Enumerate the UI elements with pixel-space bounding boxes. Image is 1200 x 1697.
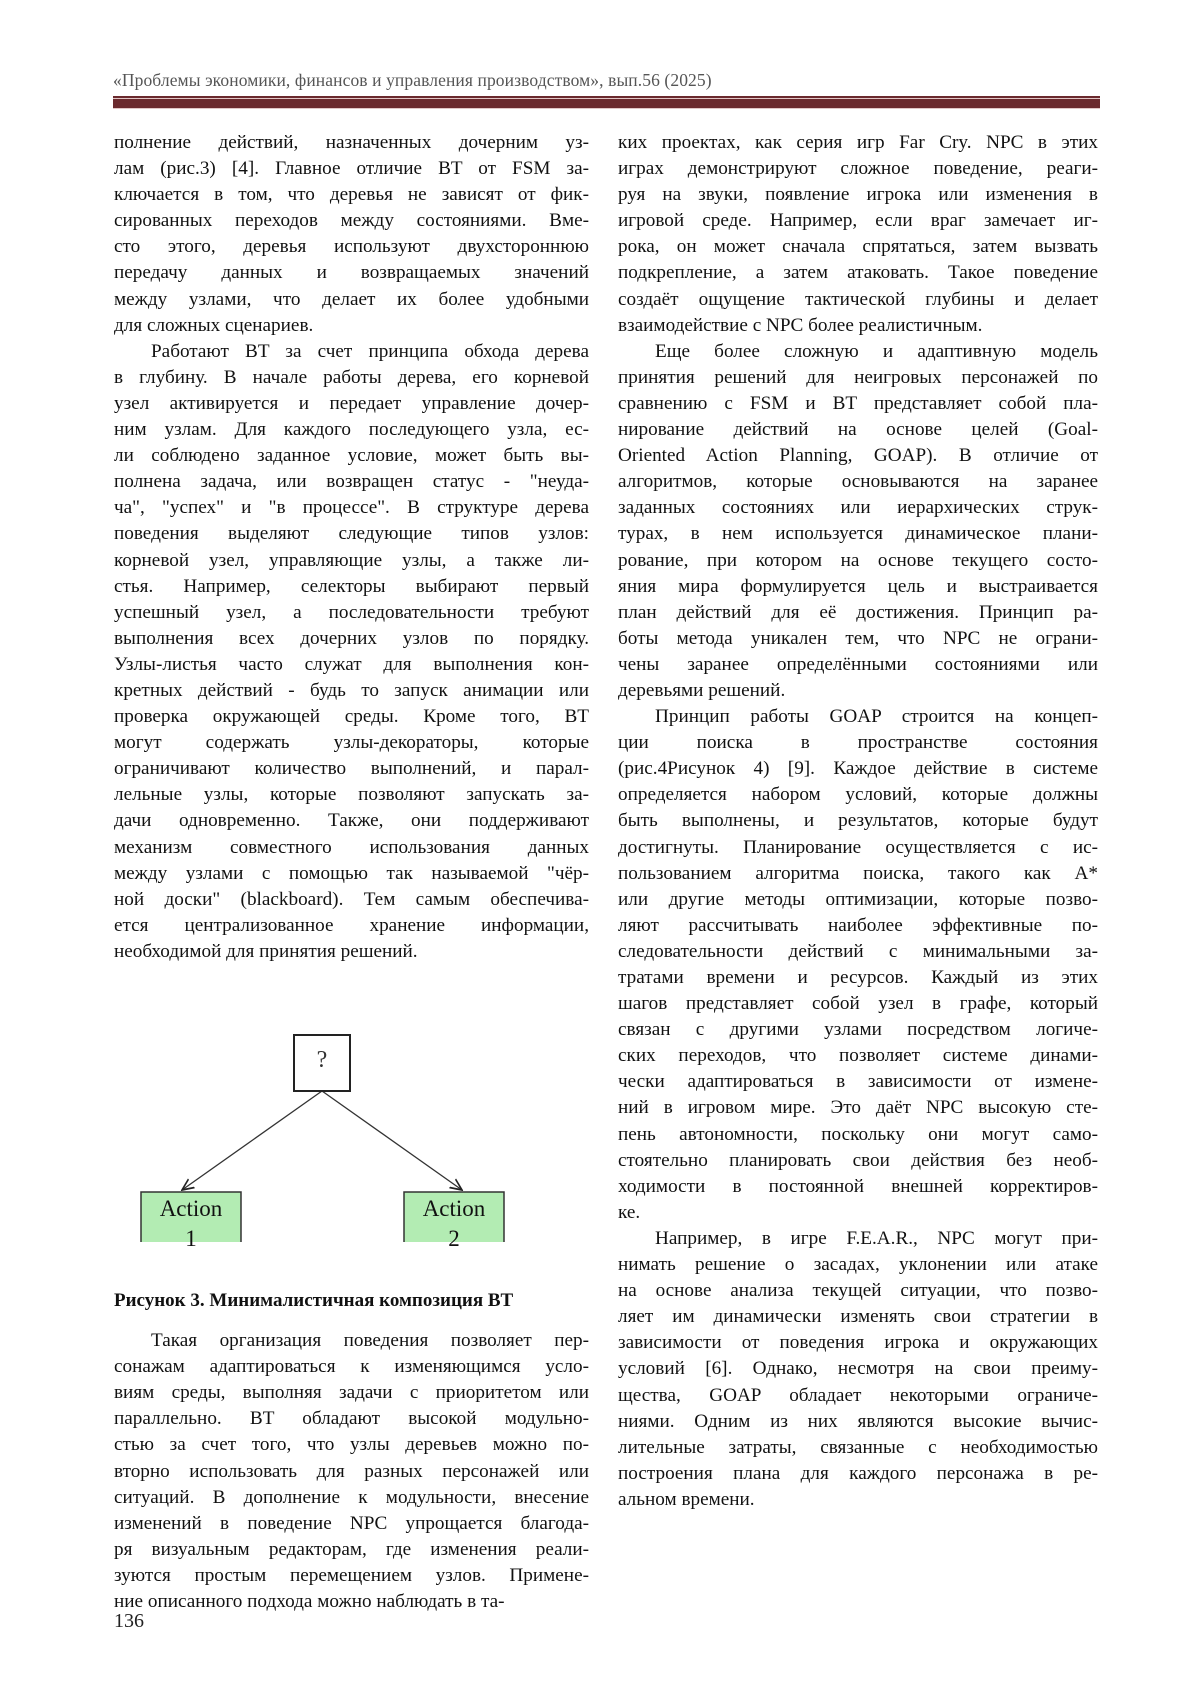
text-line: ли соблюдено заданное условие, может быть вы-: [114, 445, 589, 467]
text-line: ких проектах, как серия игр Far Cry. NPC в этих: [618, 132, 1098, 153]
text-line: поведения выделяют следующие типов узлов:: [114, 523, 589, 545]
paragraph: [114, 130, 589, 339]
text-line: виям среды, выполняя задачи с приоритетом или: [114, 1382, 589, 1404]
text-line: рока, он может сначала спрятаться, затем вызвать: [618, 236, 1098, 258]
text-line: рование, при котором на основе текущего состо-: [618, 549, 1098, 571]
text-line: ется централизованное хранение информации,: [114, 914, 589, 936]
action-node-2-label: Action 2: [422, 1196, 486, 1251]
text-line: Узлы-листья часто служат для выполнения кон-: [114, 653, 589, 675]
text-line: выполнения всех дочерних узлов по порядку.: [114, 627, 589, 649]
text-line: сированных переходов между состояниями. Вме-: [114, 210, 589, 232]
text-line: пользованием алгоритма поиска, такого как A*: [618, 862, 1098, 884]
paragraph: [618, 1226, 1098, 1513]
text-line: заданных состояниях или иерархических струк-: [618, 497, 1098, 519]
text-line: ляют рассчитывать наиболее эффективные по-: [618, 914, 1098, 936]
text-line: кретных действий - будь то запуск анимации или: [114, 679, 589, 701]
right-column: [618, 130, 1098, 1513]
text-line: ских переходов, что позволяет системе динами-: [618, 1045, 1098, 1067]
paragraph: [618, 130, 1098, 339]
figure-bt-diagram: [114, 977, 589, 1251]
text-line: зуются простым перемещением узлов. Примене-: [114, 1564, 589, 1586]
text-line: между узлами, что делает их более удобными: [114, 288, 589, 310]
text-line: сто этого, деревья используют двухстороннюю: [114, 236, 589, 258]
running-header: «Проблемы экономики, финансов и управления производством», вып.56 (2025): [113, 70, 712, 90]
text-line: игровой среде. Например, если враг замечает иг-: [618, 210, 1098, 232]
text-line: боты метода уникален тем, что NPC не ограни-: [618, 627, 1098, 649]
text-line: для сложных сценариев.: [114, 314, 314, 336]
text-line: (рис.4Рисунок 4) [9]. Каждое действие в системе: [618, 758, 1098, 780]
text-line: шагов представляет собой узел в графе, который: [618, 993, 1098, 1015]
text-line: ляет им динамически изменять свои стратегии в: [618, 1306, 1098, 1328]
text-line: лительные затраты, связанные с необходимостью: [618, 1436, 1098, 1458]
text-line: вторно использовать для разных персонажей или: [114, 1460, 589, 1482]
text-line: деревьями решений.: [618, 679, 786, 701]
header-rule: [113, 98, 1100, 109]
text-line: Еще более сложную и адаптивную модель: [655, 340, 1098, 362]
text-line: полнена задача, или возвращен статус - "неуда-: [114, 471, 589, 493]
text-line: ключается в том, что деревья не зависят от фик-: [114, 184, 589, 206]
text-line: Принцип работы GOAP строится на концеп-: [655, 706, 1098, 728]
text-line: создаёт ощущение тактической глубины и делает: [618, 288, 1098, 310]
text-line: ке.: [618, 1201, 641, 1223]
paragraph: [114, 1328, 589, 1615]
text-line: ситуаций. В дополнение к модульности, внесение: [114, 1486, 589, 1508]
text-line: зависимости от поведения игрока и окружающих: [618, 1332, 1098, 1354]
text-line: стоятельно планировать свои действия без необ-: [618, 1149, 1098, 1171]
text-line: следовательности действий с минимальными за-: [618, 940, 1098, 962]
text-line: узел активируется и передает управление дочер-: [114, 392, 589, 414]
text-line: лам (рис.3) [4]. Главное отличие BT от FSM за-: [114, 158, 589, 180]
text-line: Такая организация поведения позволяет пер-: [151, 1330, 589, 1352]
left-column: [114, 130, 589, 1615]
text-line: дачи одновременно. Также, они поддерживают: [114, 810, 589, 832]
text-line: построения плана для каждого персонажа в ре-: [618, 1462, 1098, 1484]
text-line: связан с другими узлами посредством логиче-: [618, 1019, 1098, 1041]
text-line: тратами времени и ресурсов. Каждый из этих: [618, 967, 1098, 988]
text-line: определяется набором условий, которые должны: [618, 784, 1098, 806]
text-line: взаимодействие с NPC более реалистичным.: [618, 314, 983, 336]
text-line: Oriented Action Planning, GOAP). В отличие от: [618, 445, 1098, 467]
selector-node-label: ?: [316, 1047, 328, 1073]
text-line: необходимой для принятия решений.: [114, 940, 418, 962]
text-line: нимать решение о засадах, уклонении или атаке: [618, 1254, 1098, 1276]
paragraph: [618, 704, 1098, 1226]
text-line: достигнуты. Планирование осуществляется с ис-: [618, 836, 1098, 858]
paragraph: [618, 339, 1098, 704]
text-line: ной доски" (blackboard). Тем самым обеспечива-: [114, 888, 589, 910]
text-line: параллельно. BT обладают высокой модульно-: [114, 1408, 589, 1430]
text-line: изменений в поведение NPC упрощается благода-: [114, 1512, 589, 1534]
text-line: ние описанного подхода можно наблюдать в та-: [114, 1591, 505, 1613]
text-line: пень автономности, поскольку они могут само-: [618, 1123, 1098, 1145]
action-node-1-label: Action 1: [159, 1196, 223, 1251]
text-line: в глубину. В начале работы дерева, его корневой: [114, 366, 589, 388]
text-line: альном времени.: [618, 1488, 755, 1510]
text-line: руя на звуки, появление игрока или изменения в: [618, 184, 1098, 206]
edge-root-to-action1: [182, 1091, 322, 1190]
text-line: подкрепление, а затем атаковать. Такое поведение: [618, 262, 1098, 284]
text-line: передачу данных и возвращаемых значений: [114, 262, 589, 284]
text-line: щества, GOAP обладает некоторыми ограниче-: [618, 1384, 1098, 1406]
text-line: сравнению с FSM и BT представляет собой пла-: [618, 392, 1098, 414]
text-line: полнение действий, назначенных дочерним уз-: [114, 132, 589, 153]
text-line: стья. Например, селекторы выбирают первый: [114, 575, 589, 597]
text-line: Работают BT за счет принципа обхода дерева: [151, 340, 589, 362]
text-line: сонажам адаптироваться к изменяющимся усло-: [114, 1356, 589, 1378]
text-line: нирование действий на основе целей (Goal-: [618, 419, 1098, 441]
text-line: алгоритмов, которые основываются на заранее: [618, 471, 1098, 493]
text-line: на основе анализа текущей ситуации, что позво-: [618, 1280, 1098, 1302]
text-line: успешный узел, а последовательности требуют: [114, 601, 589, 623]
text-line: лельные узлы, которые позволяют запускать за-: [114, 784, 589, 806]
text-line: ции поиска в пространстве состояния: [618, 732, 1098, 754]
text-line: ря визуальным редакторам, где изменения реали-: [114, 1538, 589, 1560]
text-line: играх демонстрируют сложное поведение, реаги-: [618, 158, 1098, 180]
text-line: принятия решений для неигровых персонажей по: [618, 366, 1098, 388]
text-line: ча", "успех" и "в процессе". В структуре дерева: [114, 497, 589, 519]
text-line: корневой узел, управляющие узлы, а также ли-: [114, 549, 589, 571]
text-line: план действий для её достижения. Принцип ра-: [618, 601, 1098, 623]
text-line: ним узлам. Для каждого последующего узла, ес-: [114, 419, 589, 441]
text-line: условий [6]. Однако, несмотря на свои преиму-: [618, 1358, 1098, 1380]
text-line: проверка окружающей среды. Кроме того, BT: [114, 706, 589, 728]
paragraph: [114, 339, 589, 965]
text-line: могут содержать узлы-декораторы, которые: [114, 732, 589, 754]
text-line: турах, в нем используется динамическое плани-: [618, 523, 1098, 545]
text-line: чены заранее определёнными состояниями или: [618, 653, 1098, 675]
text-line: между узлами с помощью так называемой "чёр-: [114, 862, 589, 884]
text-line: яния мира формулируется цель и выстраивается: [618, 575, 1098, 597]
text-line: чески адаптироваться в зависимости от измене-: [618, 1071, 1098, 1093]
text-line: стью за счет того, что узлы деревьев можно по-: [114, 1434, 589, 1456]
page-number: 136: [114, 1610, 144, 1632]
figure-caption: Рисунок 3. Минималистичная композиция BT: [114, 1290, 514, 1311]
text-line: или другие методы оптимизации, которые позво-: [618, 888, 1098, 910]
text-line: быть выполнены, и результатов, которые будут: [618, 810, 1098, 832]
text-line: Например, в игре F.E.A.R., NPC могут при-: [655, 1227, 1098, 1249]
text-line: механизм совместного использования данных: [114, 836, 589, 858]
text-line: ний в игровом мире. Это даёт NPC высокую сте-: [618, 1097, 1098, 1119]
edge-root-to-action2: [322, 1091, 462, 1190]
text-line: ограничивают количество выполнений, и парал-: [114, 758, 589, 780]
text-line: ходимости в постоянной внешней корректиров-: [618, 1175, 1098, 1197]
text-line: ниями. Одним из них являются высокие вычис-: [618, 1410, 1098, 1432]
